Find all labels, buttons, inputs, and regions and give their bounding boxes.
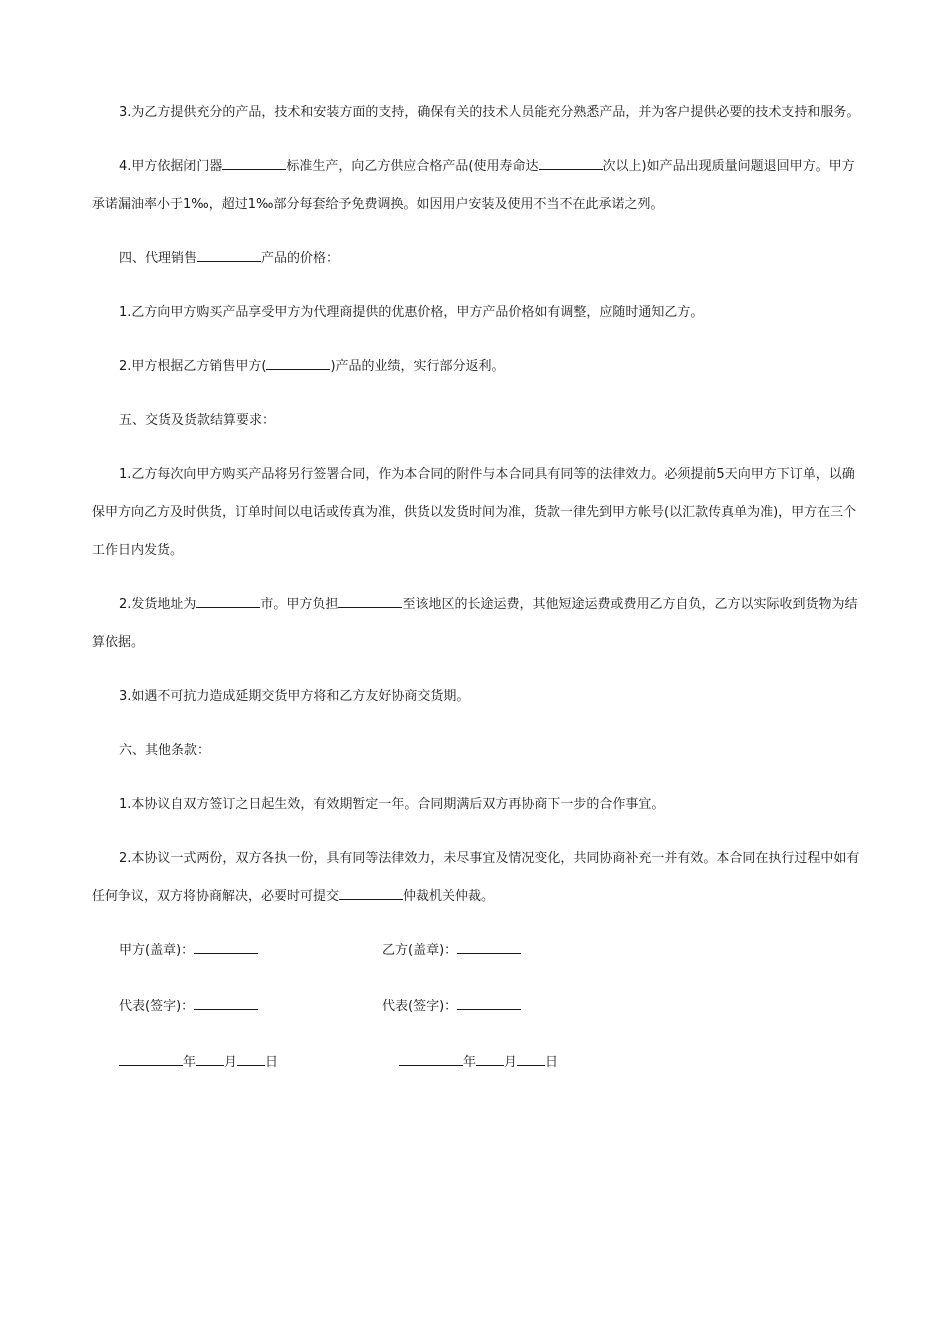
clause-text: )产品的业绩，实行部分返利。 — [330, 359, 505, 374]
day-label: 日 — [545, 1055, 559, 1070]
day-blank[interactable] — [237, 1064, 265, 1066]
clause-3-3 — [92, 94, 862, 132]
seal-row — [92, 932, 862, 988]
section-title: 产品的价格： — [261, 251, 340, 266]
clause-text: 标准生产，向乙方供应合格产品(使用寿命达 — [286, 159, 539, 174]
clause-number: 3. — [119, 689, 132, 704]
clause-number: 1. — [119, 305, 132, 320]
party-a-date — [119, 1044, 278, 1082]
clause-5-2 — [92, 586, 862, 662]
fill-blank-product[interactable] — [197, 260, 261, 262]
clause-4-1 — [92, 294, 862, 332]
fill-blank-arbitration[interactable] — [339, 898, 403, 900]
fill-blank-standard[interactable] — [222, 168, 286, 170]
clause-6-2 — [92, 840, 862, 916]
fill-blank-product-name[interactable] — [266, 368, 330, 370]
party-a-rep-label: 代表(签字)： — [119, 999, 195, 1014]
month-label: 月 — [224, 1055, 238, 1070]
contract-page — [92, 94, 862, 1084]
fill-blank-origin[interactable] — [338, 606, 402, 608]
clause-number: 4. — [119, 159, 132, 174]
clause-number: 2. — [119, 851, 132, 866]
party-b-seal-label: 乙方(盖章)： — [382, 943, 458, 958]
section-title: 六、其他条款： — [119, 743, 211, 758]
clause-number: 3. — [119, 105, 132, 120]
clause-3-4 — [92, 148, 862, 224]
clause-text: 乙方向甲方购买产品享受甲方为代理商提供的优惠价格，甲方产品价格如有调整，应随时通知乙方。 — [131, 305, 704, 320]
section-6-heading — [92, 732, 862, 770]
clause-text: ，超过 — [208, 197, 248, 212]
clause-4-2 — [92, 348, 862, 386]
clause-number: 1. — [119, 797, 132, 812]
clause-text: 发货地址为 — [131, 597, 197, 612]
clause-6-1 — [92, 786, 862, 824]
section-5-heading — [92, 402, 862, 440]
month-blank[interactable] — [476, 1064, 504, 1066]
clause-text: 天向甲方下订单，以确保甲方向乙方及时供货，订单时间以电话或传真为准，供货以发货时间为准，货款一律先到甲方帐号(以汇款传真单为准)，甲方在三个工作日内发货。 — [92, 467, 857, 558]
clause-text: 次以上)如产品出现质量问题退回甲方。甲方承诺漏油率小于 — [92, 159, 855, 212]
party-b-rep — [382, 988, 521, 1026]
party-a-seal — [119, 932, 258, 970]
clause-text: 部分每套给予免费调换。如因用户安装及使用不当不在此承诺之列。 — [273, 197, 664, 212]
clause-text: 本协议自双方签订之日起生效，有效期暂定一年。合同期满后双方再协商下一步的合作事宜。 — [131, 797, 665, 812]
party-b-rep-label: 代表(签字)： — [382, 999, 458, 1014]
party-b-date — [399, 1044, 558, 1082]
day-label: 日 — [265, 1055, 279, 1070]
fill-blank-lifetime[interactable] — [539, 168, 603, 170]
clause-text: 市。甲方负担 — [260, 597, 339, 612]
party-b-seal-blank[interactable] — [457, 952, 521, 954]
leak-rate-value: 1‰ — [247, 197, 274, 212]
clause-text: 至该地区的长途运费，其他短途运费或费用乙方自负，乙方以实际收到货物为结算依据。 — [92, 597, 858, 650]
section-title: 五、交货及货款结算要求： — [119, 413, 276, 428]
clause-text: 乙方每次向甲方购买产品将另行签署合同，作为本合同的附件与本合同具有同等的法律效力。必须提前 — [131, 467, 717, 482]
clause-text: 如遇不可抗力造成延期交货甲方将和乙方友好协商交货期。 — [131, 689, 470, 704]
date-row — [92, 1044, 862, 1084]
year-label: 年 — [463, 1055, 477, 1070]
party-a-seal-label: 甲方(盖章)： — [119, 943, 195, 958]
year-label: 年 — [183, 1055, 197, 1070]
leak-rate-value: 1‰ — [183, 197, 209, 212]
clause-number: 2. — [119, 597, 132, 612]
clause-number: 1. — [119, 467, 132, 482]
representative-row — [92, 988, 862, 1044]
clause-text: 为乙方提供充分的产品，技术和安装方面的支持，确保有关的技术人员能充分熟悉产品，并为客户提供必要的技术支持和服务。 — [131, 105, 860, 120]
clause-text: 甲方依据闭门器 — [131, 159, 223, 174]
clause-text: 本协议一式两份，双方各执一份，具有同等法律效力，未尽事宜及情况变化，共同协商补充一并有效。本合同在执行过程中如有任何争议，双方将协商解决，必要时可提交 — [92, 851, 860, 904]
party-b-seal — [382, 932, 521, 970]
month-label: 月 — [504, 1055, 518, 1070]
month-blank[interactable] — [196, 1064, 224, 1066]
clause-5-1 — [92, 456, 862, 570]
day-blank[interactable] — [517, 1064, 545, 1066]
party-a-seal-blank[interactable] — [194, 952, 258, 954]
clause-text: 甲方根据乙方销售甲方( — [131, 359, 267, 374]
party-a-rep — [119, 988, 258, 1026]
party-b-rep-blank[interactable] — [457, 1008, 521, 1010]
clause-5-3 — [92, 678, 862, 716]
year-blank[interactable] — [119, 1064, 183, 1066]
section-title: 四、代理销售 — [119, 251, 198, 266]
year-blank[interactable] — [399, 1064, 463, 1066]
fill-blank-city[interactable] — [196, 606, 260, 608]
days-value: 5 — [716, 467, 725, 482]
party-a-rep-blank[interactable] — [194, 1008, 258, 1010]
clause-text: 仲裁机关仲裁。 — [403, 889, 495, 904]
clause-number: 2. — [119, 359, 132, 374]
section-4-heading — [92, 240, 862, 278]
